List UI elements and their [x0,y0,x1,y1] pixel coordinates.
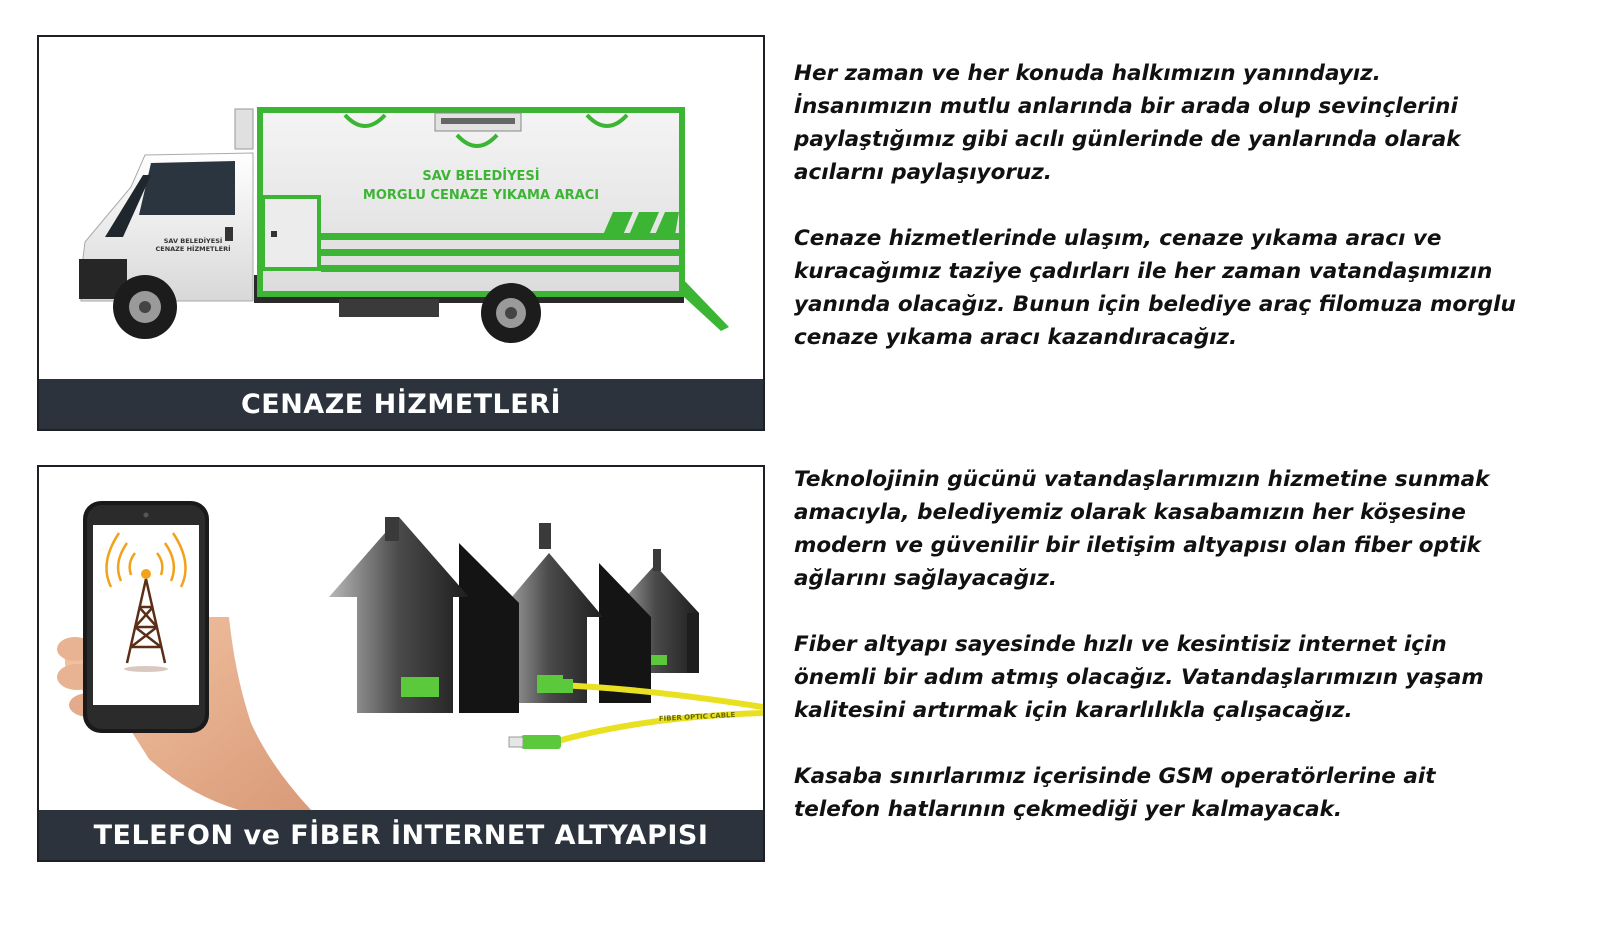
vehicle-side-text-line2: MORGLU CENAZE YIKAMA ARACI [362,188,600,203]
paragraph: Kasaba sınırlarımız içerisinde GSM operatörlerine ait telefon hatlarının çekmediği yer kalmayacak. [794,764,1436,822]
funeral-services-card [37,35,765,431]
smartphone-icon [83,501,209,733]
paragraph: Teknolojinin gücünü vatandaşlarımızın hizmetine sunmak amacıyla, belediyemiz olarak kasabamızın her köşesine modern ve güvenilir bir iletişim altyapısı olan fiber optik ağlarını sağlayacağız. [794,467,1490,591]
funeral-vehicle-illustration [39,37,763,379]
telecom-infrastructure-card [37,465,765,862]
funeral-services-text [794,57,1524,387]
phone-and-fiber-illustration [39,467,763,810]
vehicle-door-text-line2: CENAZE HİZMETLERİ [155,245,231,253]
telecom-infrastructure-text [794,463,1524,859]
vehicle-door-text-line1: SAV BELEDİYESİ [163,237,223,245]
fiber-optic-cable-icon [509,679,763,749]
paragraph: Fiber altyapı sayesinde hızlı ve kesintisiz internet için önemli bir adım atmış olacağız. Vatandaşlarımızın yaşam kalitesini artırmak için kararlılıkla çalışacağız. [794,632,1484,723]
houses-illustration [329,517,699,713]
paragraph: Cenaze hizmetlerinde ulaşım, cenaze yıkama aracı ve kuracağımız taziye çadırları ile her zaman vatandaşımızın yanında olacağız. Bunun için belediye araç filomuza morglu cenaze yıkama aracı kazandıracağız. [794,226,1516,350]
funeral-services-caption: CENAZE HİZMETLERİ [39,379,763,429]
vehicle-side-text-line1: SAV BELEDİYESİ [422,169,540,184]
telecom-infrastructure-caption: TELEFON ve FİBER İNTERNET ALTYAPISI [39,810,763,860]
paragraph: Her zaman ve her konuda halkımızın yanındayız. İnsanımızın mutlu anlarında bir arada olup sevinçlerini paylaştığımız gibi acılı günlerinde de yanlarında olarak acılarnı paylaşıyoruz. [794,61,1461,185]
fiber-cable-label: FIBER OPTIC CABLE [658,711,736,723]
